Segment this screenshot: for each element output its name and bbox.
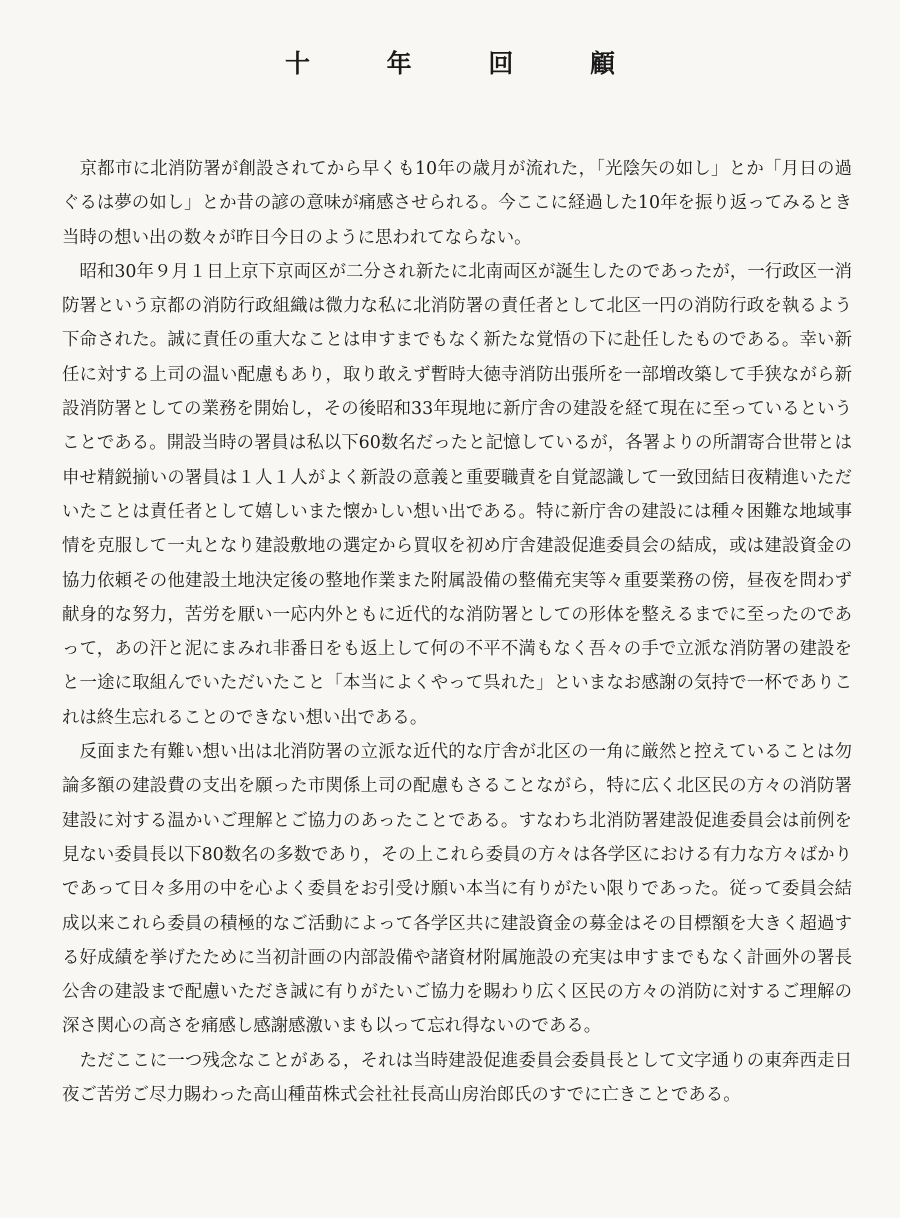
- paragraph: 京都市に北消防署が創設されてから早くも10年の歳月が流れた，「光陰矢の如し」とか「月日の過ぐるは夢の如し」とか昔の諺の意味が痛感させられる。今ここに経過した10年を振り返ってみるとき当時の想い出の数々が昨日今日のように思われてならない。: [62, 159, 852, 248]
- document-body: [62, 152, 852, 1112]
- paragraph: ただここに一つ残念なことがある，それは当時建設促進委員会委員長として文字通りの東奔西走日夜ご苦労ご尽力賜わった高山種苗株式会社社長高山房治郎氏のすでに亡きことである。: [62, 1050, 852, 1106]
- paragraph: 反面また有難い想い出は北消防署の立派な近代的な庁舎が北区の一角に厳然と控えていることは勿論多額の建設費の支出を願った市関係上司の配慮もさることながら，特に広く北区民の方々の消防署建設に対する温かいご理解とご協力のあったことである。すなわち北消防署建設促進委員会は前例を見ない委員長以下80数名の多数であり，その上これら委員の方々は各学区における有力な方々ばかりであって日々多用の中を心よく委員をお引受け願い本当に有りがたい限りであった。従って委員会結成以来これら委員の積極的なご活動によって各学区共に建設資金の募金はその目標額を大きく超過する好成績を挙げたために当初計画の内部設備や諸資材附属施設の充実は申すまでもなく計画外の署長公舎の建設まで配慮いただき誠に有りがたいご協力を賜わり広く区民の方々の消防に対するご理解の深さ関心の高さを痛感し感謝感激いまも以って忘れ得ないのである。: [62, 742, 852, 1037]
- document-title: 十 年 回 顧: [284, 49, 650, 78]
- paragraph: 昭和30年９月１日上京下京両区が二分され新たに北南両区が誕生したのであったが，一行政区一消防署という京都の消防行政組織は微力な私に北消防署の責任者として北区一円の消防行政を執るよう下命された。誠に責任の重大なことは申すまでもなく新たな覚悟の下に赴任したものである。幸い新任に対する上司の温い配慮もあり，取り敢えず暫時大徳寺消防出張所を一部増改築して手狭ながら新設消防署としての業務を開始し，その後昭和33年現地に新庁舎の建設を経て現在に至っているということである。開設当時の署員は私以下60数名だったと記憶しているが，各署よりの所謂寄合世帯とは申せ精鋭揃いの署員は１人１人がよく新設の意義と重要職責を自覚認識して一致団結日夜精進いただいたことは責任者として嬉しいまた懐かしい想い出である。特に新庁舎の建設には種々困難な地域事情を克服して一丸となり建設敷地の選定から買収を初め庁舎建設促進委員会の結成，或は建設資金の協力依頼その他建設土地決定後の整地作業また附属設備の整備充実等々重要業務の傍，昼夜を問わず献身的な努力，苦労を厭い一応内外ともに近代的な消防署としての形体を整えるまでに至ったのであって，あの汗と泥にまみれ非番日をも返上して何の不平不満もなく吾々の手で立派な消防署の建設をと一途に取組んでいただいたこと「本当によくやって呉れた」といまなお感謝の気持で一杯でありこれは終生忘れることのできない想い出である。: [62, 261, 852, 728]
